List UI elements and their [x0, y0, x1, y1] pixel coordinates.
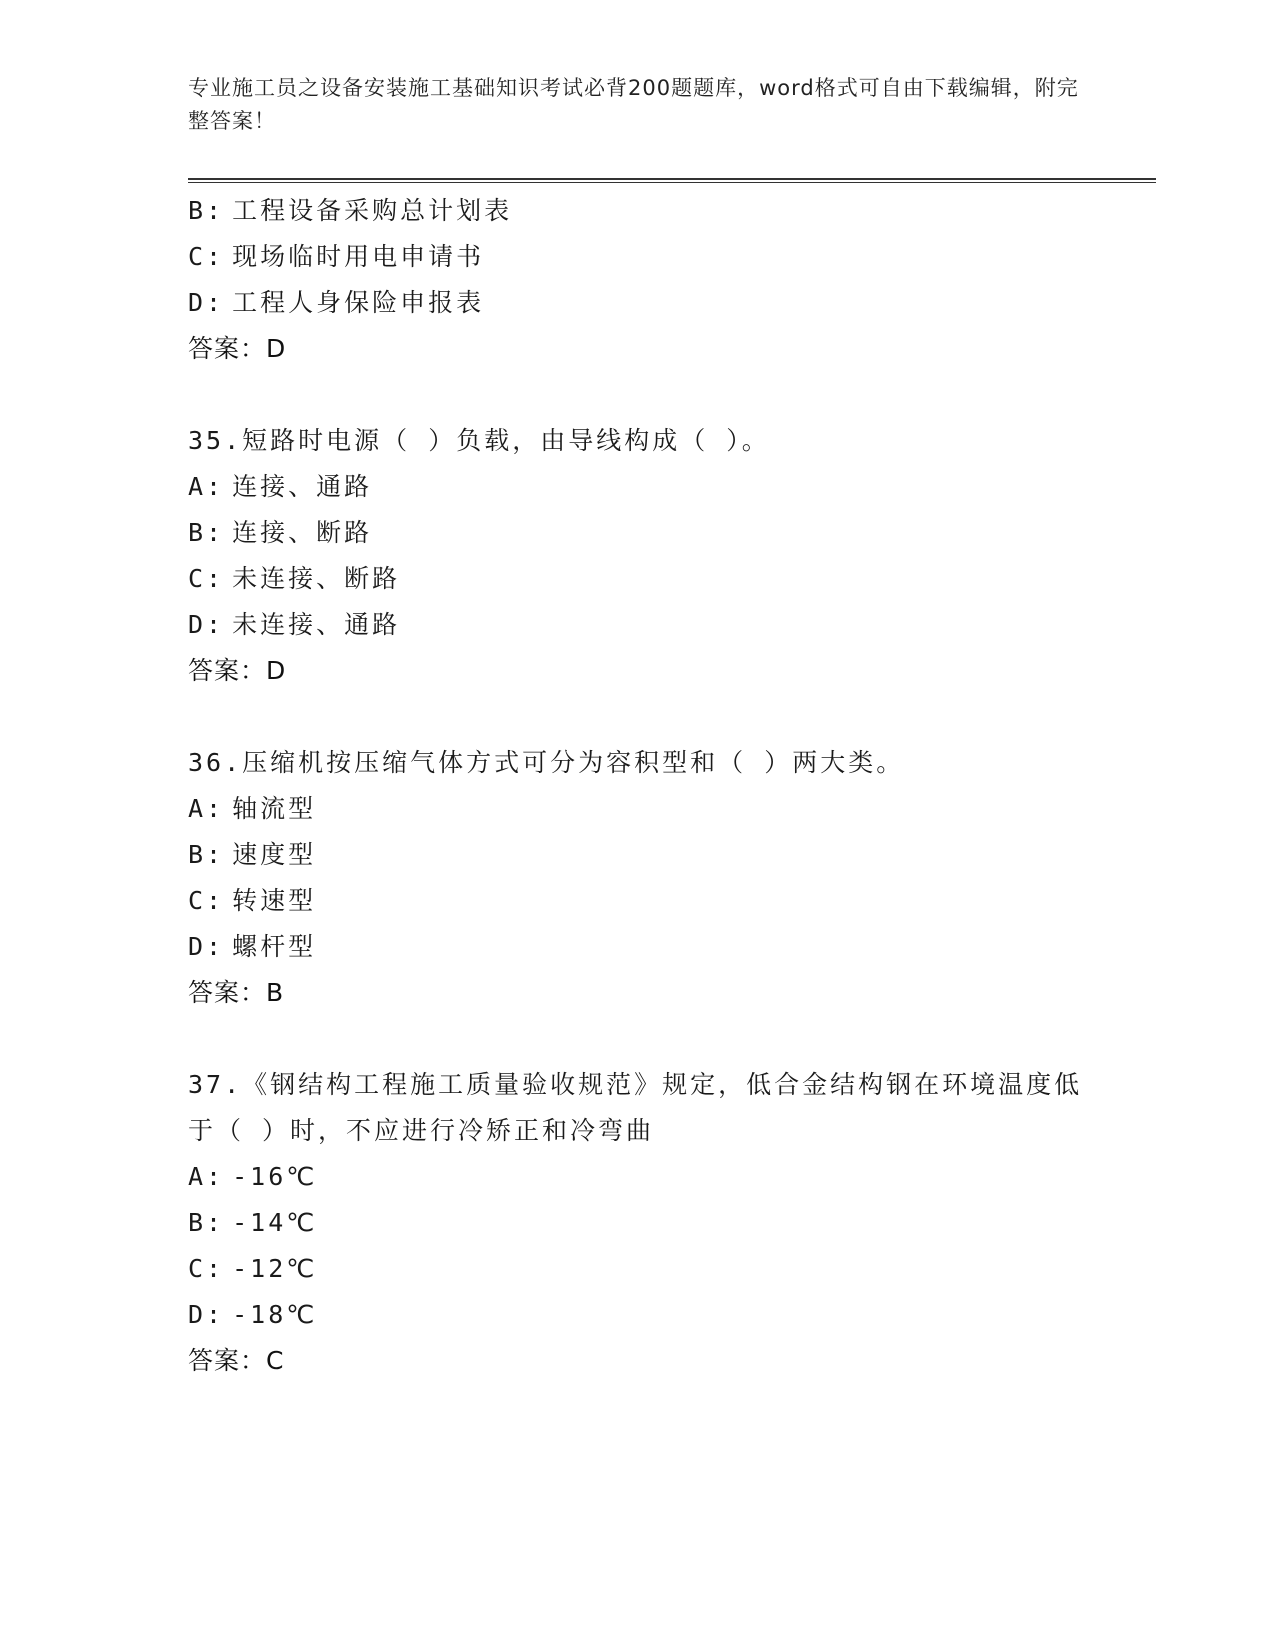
option-d: D: 螺杆型 — [188, 932, 317, 961]
question-stem: 37.《钢结构工程施工质量验收规范》规定，低合金结构钢在环境温度低于（ ）时，不应进行冷矫正和冷弯曲 — [188, 1070, 1083, 1145]
question-35 — [188, 418, 1088, 694]
option-a: A: 连接、通路 — [188, 472, 373, 501]
option-b: B: 工程设备采购总计划表 — [188, 196, 513, 225]
option-d: D: -18℃ — [188, 1300, 318, 1329]
answer-line: 答案：D — [188, 656, 287, 685]
option-a: A: 轴流型 — [188, 794, 317, 823]
question-stem: 36.压缩机按压缩气体方式可分为容积型和（ ）两大类。 — [188, 748, 905, 777]
option-c: C: 未连接、断路 — [188, 564, 401, 593]
option-d: D: 未连接、通路 — [188, 610, 401, 639]
answer-line: 答案：C — [188, 1346, 285, 1375]
option-b: B: 连接、断路 — [188, 518, 373, 547]
question-34-continued — [188, 188, 1088, 372]
option-c: C: 现场临时用电申请书 — [188, 242, 485, 271]
answer-line: 答案：B — [188, 978, 285, 1007]
question-36 — [188, 740, 1088, 1016]
option-c: C: -12℃ — [188, 1254, 318, 1283]
question-37 — [188, 1062, 1088, 1384]
option-b: B: -14℃ — [188, 1208, 318, 1237]
answer-line: 答案：D — [188, 334, 287, 363]
header-divider — [188, 178, 1156, 183]
header-text: 专业施工员之设备安装施工基础知识考试必背200题题库，word格式可自由下载编辑，附完整答案！ — [188, 76, 1079, 133]
page-header — [188, 72, 1088, 138]
option-d: D: 工程人身保险申报表 — [188, 288, 485, 317]
question-list — [188, 188, 1088, 1384]
option-a: A: -16℃ — [188, 1162, 318, 1191]
option-b: B: 速度型 — [188, 840, 317, 869]
option-c: C: 转速型 — [188, 886, 317, 915]
question-stem: 35.短路时电源（ ）负载，由导线构成（ ）。 — [188, 426, 770, 455]
